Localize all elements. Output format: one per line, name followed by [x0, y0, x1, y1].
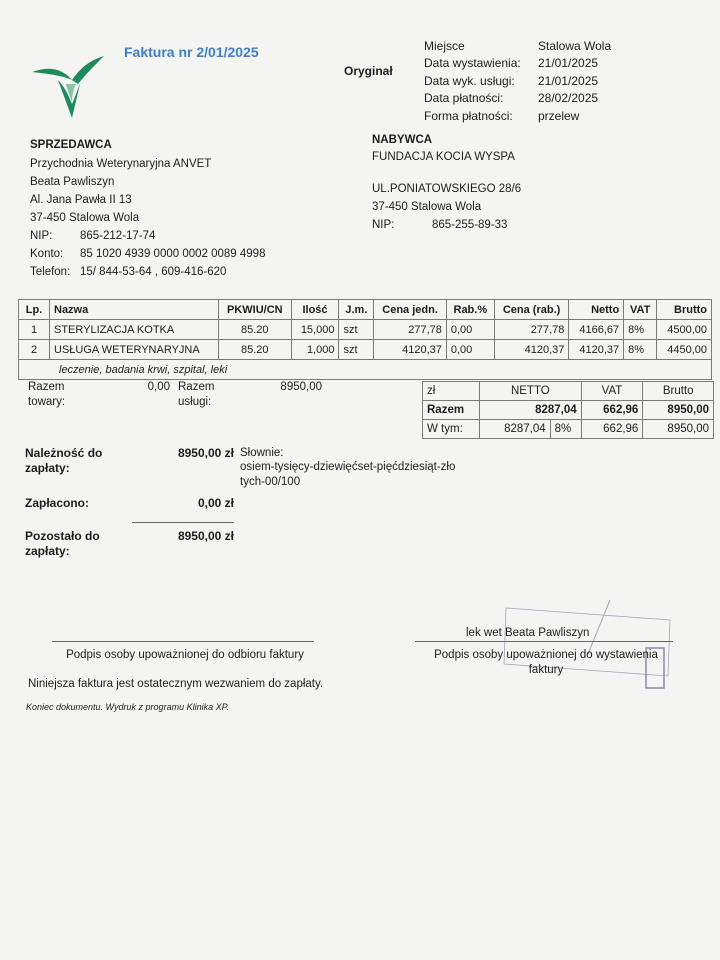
table-row	[19, 340, 712, 360]
cell-gross: 4450,00	[657, 340, 712, 360]
meta-value: 28/02/2025	[538, 91, 599, 106]
due-value: 8950,00 zł	[177, 446, 234, 460]
words-label: Słownie:	[240, 447, 284, 459]
cell-price-disc: 4120,37	[494, 340, 569, 360]
cell-unit: szt	[339, 340, 374, 360]
document-end-note: Koniec dokumentu. Wydruk z programu Klinika XP.	[26, 702, 229, 712]
cell-discount: 0,00	[446, 340, 494, 360]
invoice-meta	[424, 38, 611, 125]
seller-konto-label: Konto:	[30, 248, 64, 260]
sum-cell: 8287,04	[480, 420, 551, 439]
buyer-name: FUNDACJA KOCIA WYSPA	[372, 151, 515, 163]
sum-cell: 662,96	[581, 420, 643, 439]
words-value: osiem-tysięcy-dziewięćset-pięćdziesiąt-zło tych-00/100	[240, 461, 456, 488]
cell-qty: 15,000	[291, 320, 339, 340]
cell-price: 277,78	[374, 320, 447, 340]
buyer-street: UL.PONIATOWSKIEGO 28/6	[372, 183, 522, 195]
seller-name: Przychodnia Weterynaryjna ANVET	[30, 158, 212, 170]
col-header: J.m.	[339, 300, 374, 320]
seller-konto: 85 1020 4939 0000 0002 0089 4998	[80, 248, 266, 260]
cell-qty: 1,000	[291, 340, 339, 360]
services-total-value: 8950,00	[280, 381, 322, 393]
cell-unit: szt	[339, 320, 374, 340]
items-table	[18, 299, 712, 380]
col-header: Brutto	[657, 300, 712, 320]
meta-value: 21/01/2025	[538, 56, 599, 71]
col-header: PKWIU/CN	[219, 300, 292, 320]
col-header: Ilość	[291, 300, 339, 320]
seller-person: Beata Pawliszyn	[30, 176, 115, 188]
seller-block	[30, 139, 265, 281]
meta-value: Stalowa Wola	[538, 39, 612, 53]
buyer-heading: NABYWCA	[372, 134, 433, 146]
cell-price-disc: 277,78	[494, 320, 569, 340]
cell-net: 4166,67	[569, 320, 624, 340]
sum-cell: Razem	[423, 401, 480, 420]
cell-vat: 8%	[624, 340, 657, 360]
meta-label: Forma płatności:	[424, 108, 513, 123]
buyer-city: 37-450 Stalowa Wola	[372, 201, 482, 213]
sum-cell: 8%	[550, 420, 581, 439]
clinic-logo	[28, 50, 106, 120]
cell-net: 4120,37	[569, 340, 624, 360]
services-total-label: Razem usługi:	[178, 381, 215, 408]
vat-summary-total	[423, 401, 714, 420]
meta-label: Data wyk. usługi:	[424, 73, 515, 88]
sum-header: zł	[423, 382, 480, 401]
seller-tel: 15/ 844-53-64 , 609-416-620	[80, 266, 227, 278]
cell-price: 4120,37	[374, 340, 447, 360]
meta-label: Miejsce	[424, 39, 465, 53]
meta-value: przelew	[538, 108, 580, 123]
buyer-nip: 865-255-89-33	[432, 219, 508, 231]
sum-cell: 8950,00	[643, 401, 714, 420]
left-signature-label: Podpis osoby upoważnionej do odbioru faktury	[66, 649, 304, 661]
paid-value: 0,00 zł	[197, 496, 234, 510]
cell-lp: 2	[19, 340, 50, 360]
seller-street: Al. Jana Pawła II 13	[30, 194, 132, 206]
left-signature-line	[52, 641, 314, 642]
vat-summary-tym	[423, 420, 714, 439]
item-note: leczenie, badania krwi, szpital, leki	[19, 360, 712, 380]
sum-cell: 8950,00	[643, 420, 714, 439]
seller-heading: SPRZEDAWCA	[30, 139, 112, 151]
vat-summary-table	[422, 381, 714, 439]
due-label: Należność do zapłaty:	[25, 446, 103, 475]
seller-nip: 865-212-17-74	[80, 230, 156, 242]
paid-divider	[132, 522, 234, 523]
cell-pkwiu: 85.20	[219, 320, 292, 340]
col-header: Rab.%	[446, 300, 494, 320]
table-note-row	[19, 360, 712, 380]
seller-nip-label: NIP:	[30, 230, 53, 242]
vat-summary-header	[423, 382, 714, 401]
goods-total-label: Razem towary:	[28, 381, 66, 408]
buyer-nip-label: NIP:	[372, 219, 395, 231]
table-row	[19, 320, 712, 340]
col-header: Netto	[569, 300, 624, 320]
col-header: Cena (rab.)	[494, 300, 569, 320]
right-signature-label: Podpis osoby upoważnionej do wystawienia faktury	[434, 649, 658, 676]
sum-header: Brutto	[643, 382, 714, 401]
meta-value: 21/01/2025	[538, 73, 599, 88]
remaining-value: 8950,00 zł	[177, 529, 234, 543]
sum-cell: W tym:	[423, 420, 480, 439]
buyer-block	[372, 134, 521, 234]
right-signature-line	[415, 641, 673, 642]
col-header: Cena jedn.	[374, 300, 447, 320]
original-label: Oryginał	[344, 64, 393, 78]
cell-lp: 1	[19, 320, 50, 340]
meta-label: Data płatności:	[424, 91, 504, 106]
right-signature-name: lek wet Beata Pawliszyn	[466, 627, 590, 639]
items-header-row	[19, 300, 712, 320]
paid-label: Zapłacono:	[25, 496, 90, 510]
col-header: Nazwa	[50, 300, 219, 320]
cell-discount: 0,00	[446, 320, 494, 340]
seller-city: 37-450 Stalowa Wola	[30, 212, 140, 224]
goods-total-value: 0,00	[147, 381, 170, 393]
remaining-label: Pozostało do zapłaty:	[25, 529, 100, 558]
sum-cell: 662,96	[581, 401, 643, 420]
sum-cell: 8287,04	[480, 401, 582, 420]
cell-name: STERYLIZACJA KOTKA	[50, 320, 219, 340]
seller-tel-label: Telefon:	[30, 266, 71, 278]
sum-header: NETTO	[480, 382, 582, 401]
meta-label: Data wystawienia:	[424, 56, 521, 71]
invoice-title: Faktura nr 2/01/2025	[124, 44, 259, 60]
col-header: Lp.	[19, 300, 50, 320]
cell-vat: 8%	[624, 320, 657, 340]
final-notice: Niniejsza faktura jest ostatecznym wezwaniem do zapłaty.	[28, 678, 324, 690]
col-header: VAT	[624, 300, 657, 320]
cell-pkwiu: 85.20	[219, 340, 292, 360]
cell-name: USŁUGA WETERYNARYJNA	[50, 340, 219, 360]
sum-header: VAT	[581, 382, 643, 401]
cell-gross: 4500,00	[657, 320, 712, 340]
